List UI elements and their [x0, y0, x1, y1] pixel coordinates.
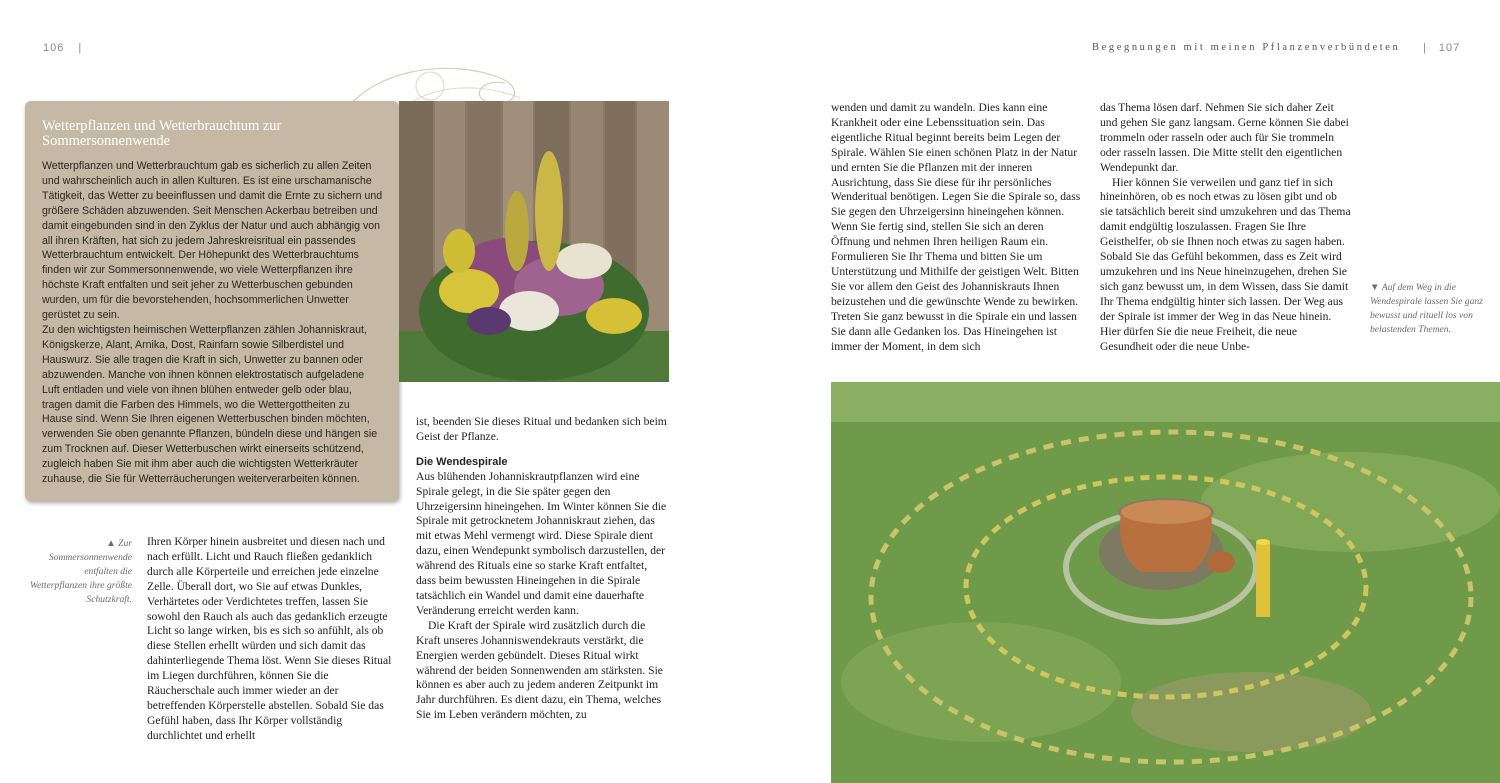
section-heading: Die Wendespirale: [416, 455, 508, 468]
body-paragraph: wenden und damit zu wandeln. Dies kann eine Krankheit oder eine Lebenssituation sein. Das eigentliche Ritual beginnt bereits beim Legen der Spirale. Wählen Sie einen schönen Platz in der Natur und ernten Sie die Pflanzen mit der inneren Ausrichtung, dass Sie diese für ihr persönliches Wenderitual benötigen. Legen Sie die Spirale so, dass Sie gegen den Uhrzeigersinn hineingehen können. Wenn Sie fertig sind, stellen Sie sich an deren Öffnung und nehmen Ihren heiligen Raum ein. Formulieren Sie Ihr Thema und bitten Sie um Unterstützung und Mithilfe der geistigen Welt. Bitten Sie vor allem den Geist des Johanniskrauts Ihnen beizustehen und die gewünschte Wende zu bewirken. Treten Sie ganz bewusst in die Spirale ein und lassen Sie dann alle Gedanken los. Das Hineingehen ist immer der Moment, in dem sich: [831, 101, 1081, 353]
body-paragraph: Die Kraft der Spirale wird zusätzlich durch die Kraft unseres Johanniswendekrauts verstärkt, die Energien werden gebündelt. Dieses Ritual wirkt während der beiden Sonnenwenden am stärksten. Sie können es aber auch zu jedem anderen Zeitpunkt im Jahr durchführen. Es dient dazu, ein Thema, welches Sie im Leben verändern möchten, zu: [416, 618, 663, 722]
running-head: Begegnungen mit meinen Pflanzenverbündeten: [1092, 42, 1401, 53]
sidebar-title: Wetterpflanzen und Wetterbrauchtum zur Sommersonnenwende: [42, 118, 282, 149]
sidebar-paragraph: Zu den wichtigsten heimischen Wetterpflanzen zählen Johanniskraut, Königskerze, Alant, Arnika, Dost, Rainfarn sowie Silberdistel und Hauswurz. Sie alle tragen die Kraft in sich, Unwetter zu bannen oder abzuwenden. Manche von ihnen können elektrostatisch aufgeladene Luft entladen und viele von ihnen blühen entweder gelb oder blau, tragen damit die Farben des Himmels, wo die Wettergottheiten zu Hause sind. Wenn Sie Ihren eigenen Wetterbuschen binden möchten, verwenden Sie oben genannte Pflanzen, bündeln diese und hängen sie zum Trocknen auf. Dieser Wetterbuschen wirkt einerseits schützend, zugleich haben Sie mit ihm aber auch die wichtigsten Wetterkräuter zuhause, die Sie für Wetterräucherungen weiterverarbeiten können.: [42, 323, 378, 486]
sidebar-text: [42, 159, 383, 487]
spiral-photo: [831, 382, 1500, 783]
left-text-column-2: [416, 415, 669, 723]
photo-caption-right: ▼ Auf dem Weg in die Wendespirale lassen Sie ganz bewusst und rituell los von belastenden Themen.: [1370, 282, 1483, 335]
body-paragraph: Hier können Sie verweilen und ganz tief in sich hineinhören, ob es noch etwas zu lösen gibt und ob sie tatsächlich bereit sind umzukehren und das Thema damit endgültig loszulassen. Fragen Sie Ihre Geisthelfer, ob sie Ihnen noch etwas zu sagen haben. Sobald Sie das Gefühl bekommen, dass es Zeit wird umzukehren und ins Neue hineinzugehen, drehen Sie sich ganz bewusst um, in dem Wissen, dass Sie damit Ihr Thema endgültig hinter sich lassen. Der Weg aus der Spirale ist immer der Weg in das Neue hinein. Hier dürfen Sie die neue Freiheit, die neue Gesundheit oder die neue Unbe-: [1100, 175, 1351, 353]
left-page-number: 106 |: [43, 42, 83, 54]
sidebar-box: [25, 101, 399, 501]
right-text-column-1: [831, 101, 1081, 354]
left-text-column-1: [147, 535, 399, 744]
body-paragraph: Ihren Körper hinein ausbreitet und diesen nach und nach erfüllt. Licht und Rauch fließen gedanklich durch alle Körperteile und erreichen jede einzelne Zelle. Überall dort, wo Sie auf etwas Dunkles, Verhärtetes oder Verdichtetes treffen, lassen Sie sowohl den Rauch als auch das gedanklich erzeugte Licht so lange wirken, bis es sich so anfühlt, als ob diese Stellen erhellt würden und sich damit das dahinterliegende Thema löst. Wenn Sie dieses Ritual im Liegen durchführen, können Sie die Räucherschale auch immer wieder an der betreffenden Körperstelle abstellen. Sobald Sie das Gefühl haben, dass Ihr Körper vollständig durchlichtet und erhellt: [147, 535, 392, 742]
body-paragraph: ist, beenden Sie dieses Ritual und bedanken sich beim Geist der Pflanze.: [416, 415, 667, 443]
photo-caption-left: ▲ Zur Sommersonnenwende entfalten die Wetterpflanzen ihre größte Schutzkraft.: [29, 538, 132, 605]
sidebar-paragraph: Wetterpflanzen und Wetterbrauchtum gab es sicherlich zu allen Zeiten und wahrscheinlich auch in allen Kulturen. Es ist eine urschamanische Tätigkeit, das Wetter zu beeinflussen und damit die Ernte zu sichern und größere Schäden abzuwenden. Seit Menschen Ackerbau betreiben und damit eingebunden sind in den Zyklus der Natur und auch abhängig von all ihren Kräften, hat sich zu jedem Jahreskreisritual ein passendes Wetterbrauchtum entwickelt. Der Höhepunkt des Wetterbrauchtums finden wir zur Sommersonnenwende, wo viele Wetterpflanzen ihre höchste Kraft entfalten und seit jeher zu Wetterbuschen gebunden wurden, um für die bevorstehenden, hochsommerlichen Unwetter gerüstet zu sein.: [42, 160, 383, 322]
bouquet-photo: [399, 101, 669, 382]
right-text-column-2: [1100, 101, 1352, 354]
body-paragraph: das Thema lösen darf. Nehmen Sie sich daher Zeit und gehen Sie ganz langsam. Gerne können Sie dabei trommeln oder rasseln oder auch für Sie trommeln oder rasseln lassen. Die Mitte stellt den eigentlichen Wendepunkt dar.: [1100, 101, 1349, 174]
right-page-number: | 107: [1423, 42, 1461, 54]
body-paragraph: Aus blühenden Johanniskrautpflanzen wird eine Spirale gelegt, in die Sie später gegen den Uhrzeigersinn hineingehen. Im Winter können Sie die Spirale mit getrocknetem Johanniskraut ziehen, das mit etwas Mehl vermengt wird. Diese Spirale dient dazu, einen Wendepunkt symbolisch darzustellen, der während des Rituals eine so starke Kraft entfaltet, dass beim bewussten Hineingehen in die Spirale tatsächlich ein Wandel und damit eine dauerhafte Veränderung erreicht werden kann.: [416, 469, 667, 617]
